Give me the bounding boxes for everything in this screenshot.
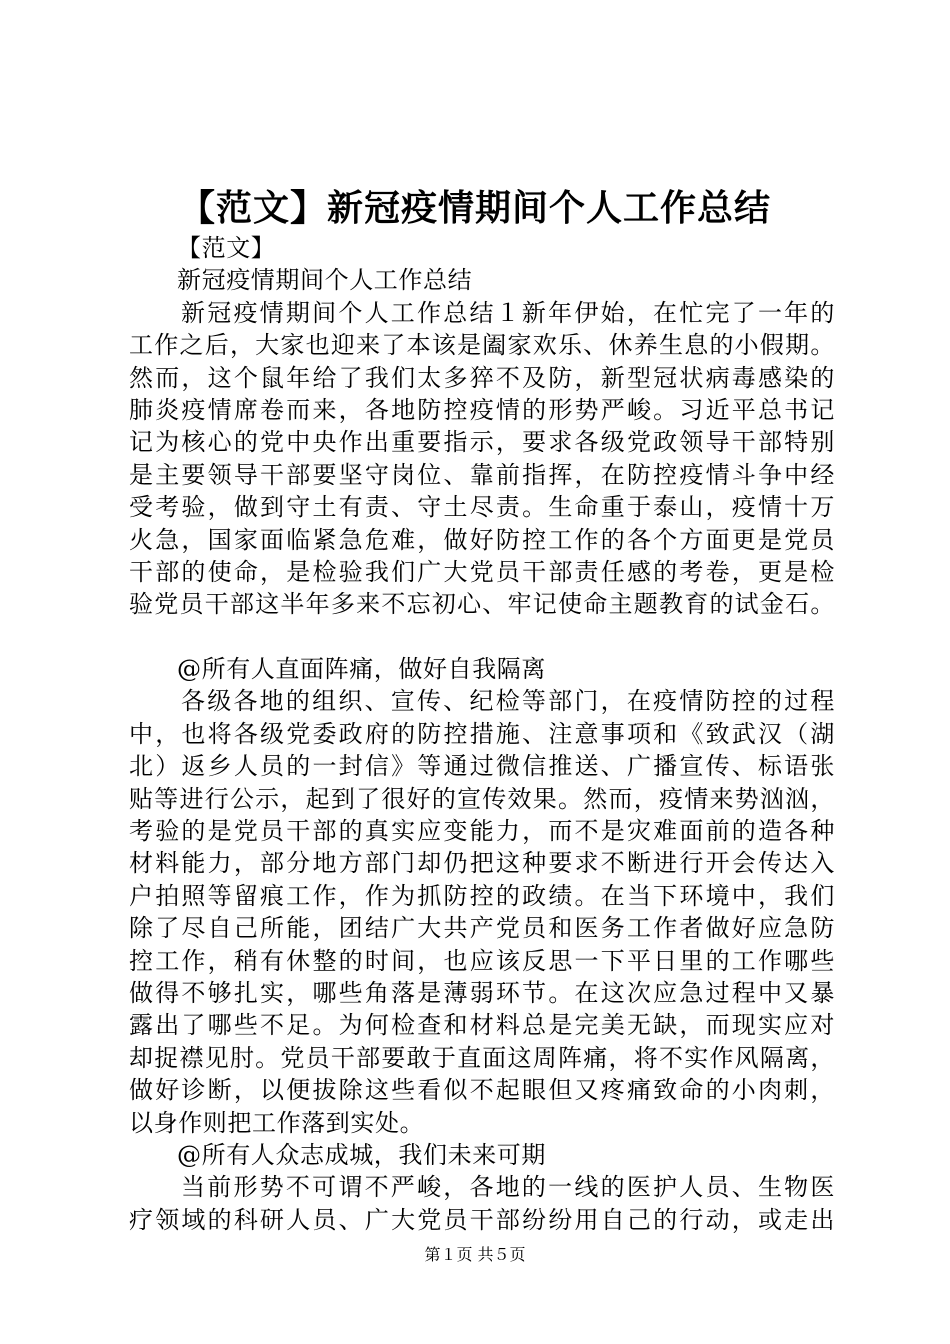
text-line: 北）返乡人员的一封信》等通过微信推送、广播宣传、标语张 [129, 752, 835, 781]
text-line: 当前形势不可谓不严峻，各地的一线的医护人员、生物医 [181, 1173, 835, 1202]
text-line: 中，也将各级党委政府的防控措施、注意事项和《致武汉（湖 [129, 719, 835, 748]
text-line: 工作之后，大家也迎来了本该是阖家欢乐、休养生息的小假期。 [129, 331, 835, 360]
text-line: 火急，国家面临紧急危难，做好防控工作的各个方面更是党员 [129, 525, 835, 554]
text-line: 露出了哪些不足。为何检查和材料总是完美无缺，而现实应对 [129, 1011, 835, 1040]
text-line: 是主要领导干部要坚守岗位、靠前指挥，在防控疫情斗争中经 [129, 460, 835, 489]
text-line: 户拍照等留痕工作，作为抓防控的政绩。在当下环境中，我们 [129, 881, 835, 910]
text-line: 疗领域的科研人员、广大党员干部纷纷用自己的行动，或走出 [129, 1205, 835, 1234]
text-line: 考验的是党员干部的真实应变能力，而不是灾难面前的造各种 [129, 817, 835, 846]
text-line: 除了尽自己所能，团结广大共产党员和医务工作者做好应急防 [129, 914, 835, 943]
text-line: 材料能力，部分地方部门却仍把这种要求不断进行开会传达入 [129, 849, 835, 878]
text-line: 做得不够扎实，哪些角落是薄弱环节。在这次应急过程中又暴 [129, 978, 835, 1007]
page-footer: 第１页 共５页 [424, 1245, 526, 1264]
text-line: 控工作，稍有休整的时间，也应该反思一下平日里的工作哪些 [129, 946, 835, 975]
text-line: 贴等进行公示，起到了很好的宣传效果。然而，疫情来势汹汹， [129, 784, 835, 813]
document-body [129, 232, 835, 1236]
text-line: @所有人直面阵痛，做好自我隔离 [177, 655, 546, 684]
blank-line [129, 621, 835, 653]
text-line: 做好诊断，以便拔除这些看似不起眼但又疼痛致命的小肉刺， [129, 1076, 835, 1105]
text-line: 【范文】 [177, 234, 276, 262]
text-line: 受考验，做到守土有责、守土尽责。生命重于泰山，疫情十万 [129, 493, 835, 522]
text-line: 记为核心的党中央作出重要指示，要求各级党政领导干部特别 [129, 428, 835, 457]
text-line: 验党员干部这半年多来不忘初心、牢记使命主题教育的试金石。 [129, 590, 835, 619]
text-line: 干部的使命，是检验我们广大党员干部责任感的考卷，更是检 [129, 557, 835, 586]
text-line: 新冠疫情期间个人工作总结 [177, 266, 473, 295]
text-line: 以身作则把工作落到实处。 [129, 1108, 425, 1137]
document-title: 【范文】新冠疫情期间个人工作总结 [178, 187, 771, 229]
text-line: 新冠疫情期间个人工作总结１新年伊始，在忙完了一年的 [181, 298, 835, 327]
text-line: 肺炎疫情席卷而来，各地防控疫情的形势严峻。习近平总书记 [129, 395, 835, 424]
text-line: @所有人众志成城，我们未来可期 [177, 1140, 546, 1169]
text-line: 却捉襟见肘。党员干部要敢于直面这周阵痛，将不实作风隔离， [129, 1043, 835, 1072]
text-line: 然而，这个鼠年给了我们太多猝不及防，新型冠状病毒感染的 [129, 363, 835, 392]
text-line: 各级各地的组织、宣传、纪检等部门，在疫情防控的过程 [181, 687, 835, 716]
